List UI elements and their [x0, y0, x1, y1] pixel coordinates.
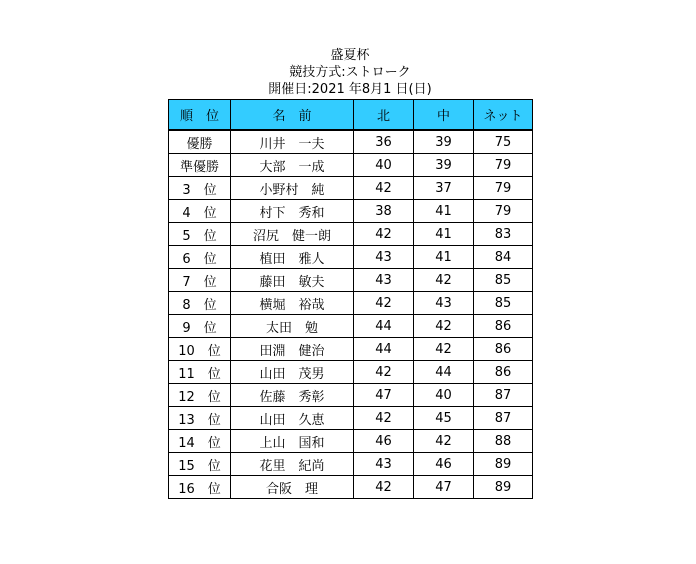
middle-score-cell: 47 — [414, 476, 474, 499]
table-row — [169, 292, 533, 315]
middle-score-cell: 46 — [414, 453, 474, 476]
header-rank: 順 位 — [169, 100, 231, 131]
north-score-cell: 42 — [354, 476, 414, 499]
name-cell: 小野村 純 — [231, 177, 354, 200]
page-title: 盛夏杯 — [330, 48, 370, 63]
north-score-cell: 43 — [354, 246, 414, 269]
north-score-cell: 43 — [354, 453, 414, 476]
net-score-cell: 89 — [474, 476, 533, 499]
middle-score-cell: 41 — [414, 223, 474, 246]
name-cell: 合阪 理 — [231, 476, 354, 499]
net-score-cell: 79 — [474, 200, 533, 223]
name-cell: 山田 久恵 — [231, 407, 354, 430]
event-date: 開催日:2021 年8月1 日(日) — [268, 82, 432, 97]
header-row — [169, 100, 533, 131]
rank-cell: 7 位 — [169, 269, 231, 292]
name-cell: 川井 一夫 — [231, 130, 354, 154]
north-score-cell: 47 — [354, 384, 414, 407]
name-cell: 沼尻 健一朗 — [231, 223, 354, 246]
rank-cell: 11 位 — [169, 361, 231, 384]
rank-cell: 6 位 — [169, 246, 231, 269]
north-score-cell: 44 — [354, 315, 414, 338]
net-score-cell: 87 — [474, 407, 533, 430]
net-score-cell: 86 — [474, 338, 533, 361]
middle-score-cell: 42 — [414, 338, 474, 361]
rank-cell: 4 位 — [169, 200, 231, 223]
table-row — [169, 154, 533, 177]
rank-cell: 15 位 — [169, 453, 231, 476]
middle-score-cell: 44 — [414, 361, 474, 384]
header-net: ネット — [474, 100, 533, 131]
north-score-cell: 43 — [354, 269, 414, 292]
north-score-cell: 46 — [354, 430, 414, 453]
name-cell: 上山 国和 — [231, 430, 354, 453]
middle-score-cell: 40 — [414, 384, 474, 407]
north-score-cell: 38 — [354, 200, 414, 223]
net-score-cell: 85 — [474, 292, 533, 315]
net-score-cell: 89 — [474, 453, 533, 476]
north-score-cell: 44 — [354, 338, 414, 361]
rank-cell: 3 位 — [169, 177, 231, 200]
net-score-cell: 86 — [474, 315, 533, 338]
table-row — [169, 246, 533, 269]
rank-cell: 10 位 — [169, 338, 231, 361]
name-cell: 藤田 敏夫 — [231, 269, 354, 292]
north-score-cell: 40 — [354, 154, 414, 177]
name-cell: 佐藤 秀彰 — [231, 384, 354, 407]
header-name: 名 前 — [231, 100, 354, 131]
table-row — [169, 200, 533, 223]
name-cell: 横堀 裕哉 — [231, 292, 354, 315]
middle-score-cell: 41 — [414, 246, 474, 269]
north-score-cell: 36 — [354, 130, 414, 154]
rank-cell: 8 位 — [169, 292, 231, 315]
header-middle: 中 — [414, 100, 474, 131]
net-score-cell: 79 — [474, 177, 533, 200]
name-cell: 植田 雅人 — [231, 246, 354, 269]
table-row — [169, 407, 533, 430]
north-score-cell: 42 — [354, 223, 414, 246]
rank-cell: 14 位 — [169, 430, 231, 453]
table-row — [169, 476, 533, 499]
name-cell: 大部 一成 — [231, 154, 354, 177]
net-score-cell: 85 — [474, 269, 533, 292]
north-score-cell: 42 — [354, 407, 414, 430]
table-row — [169, 315, 533, 338]
middle-score-cell: 39 — [414, 130, 474, 154]
header-north: 北 — [354, 100, 414, 131]
net-score-cell: 87 — [474, 384, 533, 407]
net-score-cell: 75 — [474, 130, 533, 154]
north-score-cell: 42 — [354, 292, 414, 315]
rank-cell: 16 位 — [169, 476, 231, 499]
middle-score-cell: 39 — [414, 154, 474, 177]
table-row — [169, 430, 533, 453]
rank-cell: 13 位 — [169, 407, 231, 430]
net-score-cell: 88 — [474, 430, 533, 453]
name-cell: 村下 秀和 — [231, 200, 354, 223]
net-score-cell: 86 — [474, 361, 533, 384]
net-score-cell: 83 — [474, 223, 533, 246]
north-score-cell: 42 — [354, 177, 414, 200]
middle-score-cell: 42 — [414, 269, 474, 292]
name-cell: 花里 紀尚 — [231, 453, 354, 476]
name-cell: 山田 茂男 — [231, 361, 354, 384]
competition-format: 競技方式:ストローク — [289, 65, 411, 80]
rank-cell: 優勝 — [169, 130, 231, 154]
name-cell: 田淵 健治 — [231, 338, 354, 361]
table-row — [169, 453, 533, 476]
table-row — [169, 177, 533, 200]
middle-score-cell: 41 — [414, 200, 474, 223]
middle-score-cell: 42 — [414, 430, 474, 453]
table-row — [169, 269, 533, 292]
table-row — [169, 130, 533, 154]
results-table — [168, 99, 533, 499]
rank-cell: 12 位 — [169, 384, 231, 407]
middle-score-cell: 42 — [414, 315, 474, 338]
table-row — [169, 223, 533, 246]
north-score-cell: 42 — [354, 361, 414, 384]
net-score-cell: 79 — [474, 154, 533, 177]
middle-score-cell: 43 — [414, 292, 474, 315]
rank-cell: 準優勝 — [169, 154, 231, 177]
rank-cell: 5 位 — [169, 223, 231, 246]
rank-cell: 9 位 — [169, 315, 231, 338]
middle-score-cell: 37 — [414, 177, 474, 200]
table-row — [169, 384, 533, 407]
name-cell: 太田 勉 — [231, 315, 354, 338]
middle-score-cell: 45 — [414, 407, 474, 430]
table-row — [169, 361, 533, 384]
table-row — [169, 338, 533, 361]
net-score-cell: 84 — [474, 246, 533, 269]
